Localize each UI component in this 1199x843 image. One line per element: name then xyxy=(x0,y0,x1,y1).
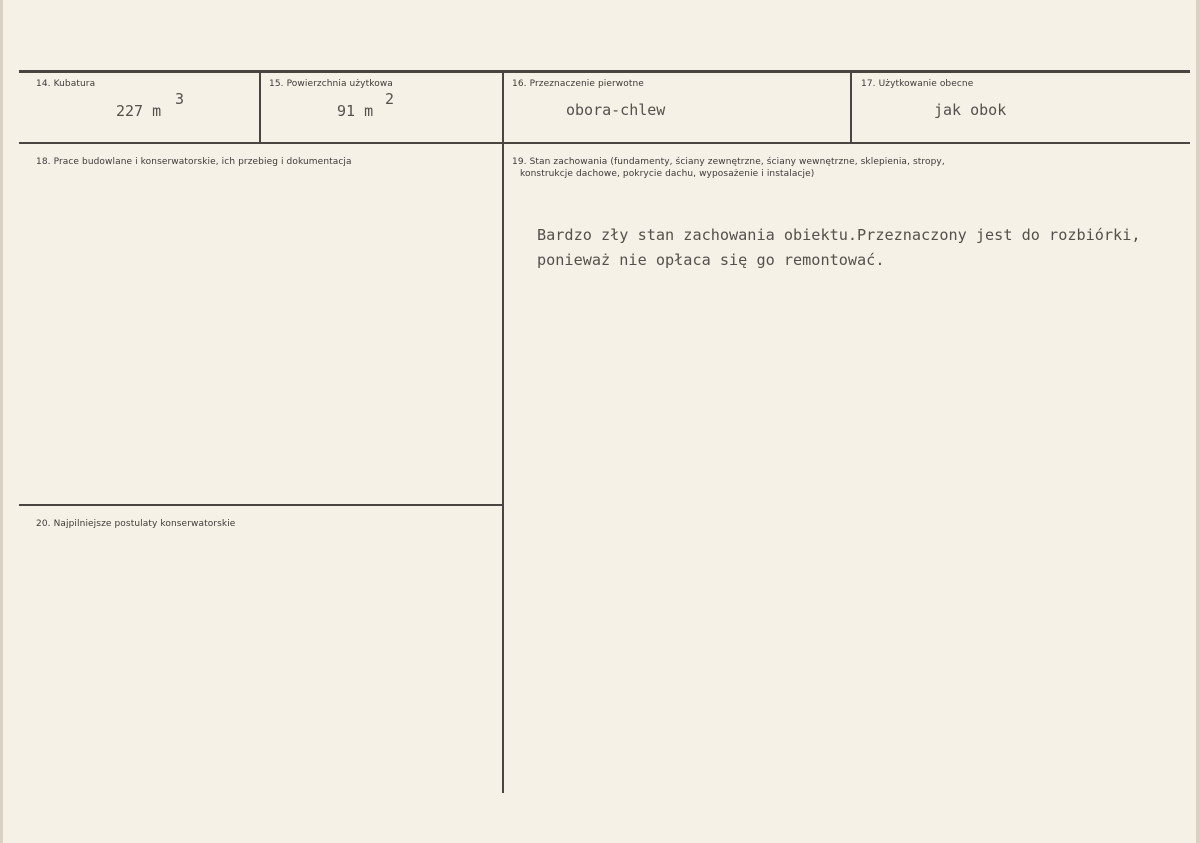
field-15-label: 15. Powierzchnia użytkowa xyxy=(269,79,393,89)
field-15-exponent: 2 xyxy=(385,90,395,108)
field-15-value: 91 m xyxy=(337,102,374,120)
field-14-label: 14. Kubatura xyxy=(36,79,96,89)
divider-16-17 xyxy=(850,72,852,143)
field-14-exponent: 3 xyxy=(175,90,185,108)
top-rule xyxy=(19,70,1190,73)
field-16-value: obora-chlew xyxy=(566,101,666,119)
section-19-label-line1: 19. Stan zachowania (fundamenty, ściany zewnętrzne, ściany wewnętrzne, sklepienia, stropy, xyxy=(512,157,945,167)
section-20-label: 20. Najpilniejsze postulaty konserwatorskie xyxy=(36,519,236,529)
section-18-label: 18. Prace budowlane i konserwatorskie, ich przebieg i dokumentacja xyxy=(36,157,352,167)
field-16-label: 16. Przeznaczenie pierwotne xyxy=(512,79,644,89)
field-17-label: 17. Użytkowanie obecne xyxy=(861,79,974,89)
section-19-text-line2: ponieważ nie opłaca się go remontować. xyxy=(537,251,885,269)
divider-14-15 xyxy=(259,72,261,143)
main-divider xyxy=(502,143,504,793)
section-19-label-line2: konstrukcje dachowe, pokrycie dachu, wyposażenie i instalacje) xyxy=(520,169,815,179)
section-19-text-line1: Bardzo zły stan zachowania obiektu.Przeznaczony jest do rozbiórki, xyxy=(537,226,1141,244)
field-14-value: 227 m xyxy=(116,102,162,120)
field-17-value: jak obok xyxy=(934,101,1007,119)
section-18-20-rule xyxy=(19,504,502,506)
header-bottom-rule xyxy=(19,142,1190,144)
divider-15-16 xyxy=(502,72,504,143)
